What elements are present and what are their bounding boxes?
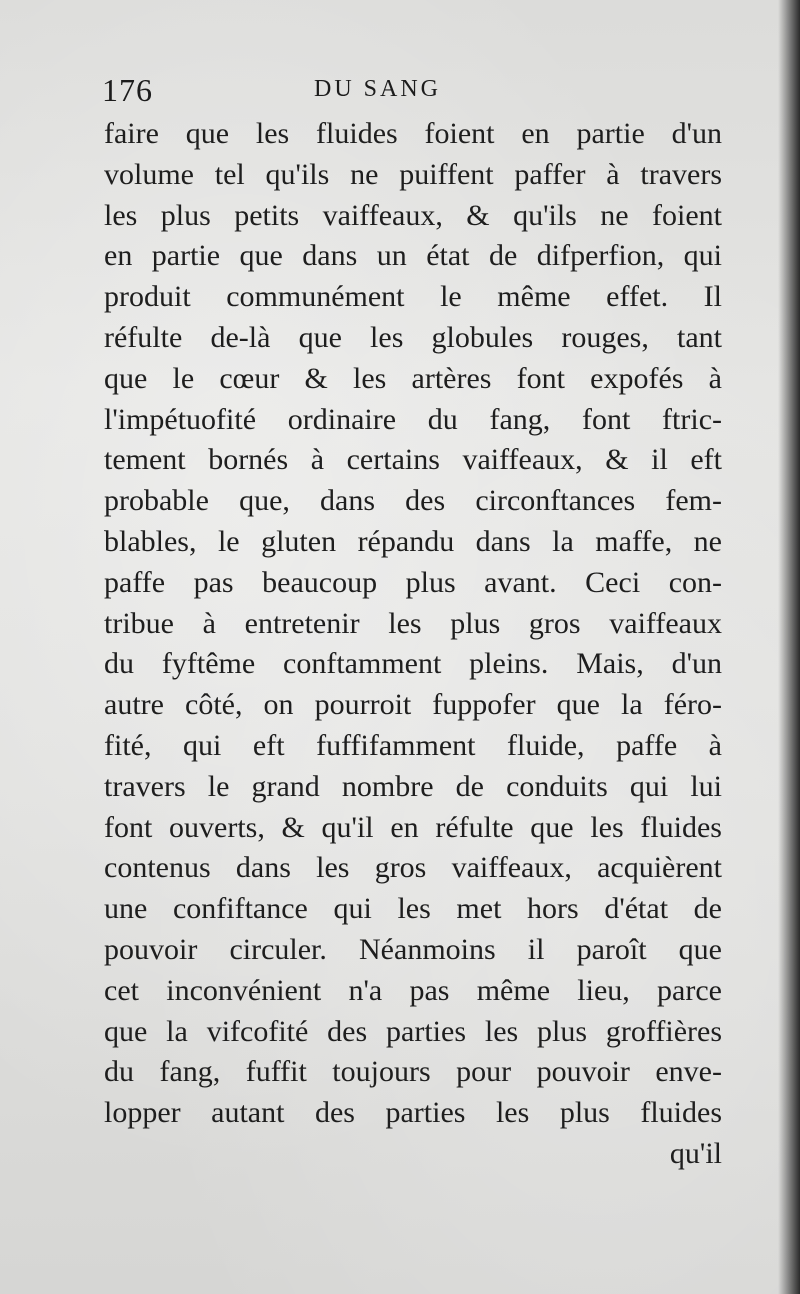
- text-line: tribue à entretenir les plus gros vaiffeaux: [104, 606, 722, 640]
- text-line: blables, le gluten répandu dans la maffe, ne: [104, 524, 722, 558]
- text-line: que le cœur & les artères font expofés à: [104, 361, 722, 395]
- page-edge-shadow: [778, 0, 800, 1294]
- text-line: cet inconvénient n'a pas même lieu, parce: [104, 973, 722, 1007]
- page-number: 176: [102, 72, 153, 108]
- text-line: que la vifcofité des parties les plus groffières: [104, 1014, 722, 1048]
- text-line: tement bornés à certains vaiffeaux, & il eft: [104, 443, 722, 477]
- text-line: l'impétuofité ordinaire du fang, font ftric-: [104, 402, 722, 436]
- text-line: produit communément le même effet. Il: [104, 280, 722, 314]
- text-line: volume tel qu'ils ne puiffent paffer à travers: [104, 157, 722, 191]
- text-line: du fyftême conftamment pleins. Mais, d'un: [104, 647, 722, 681]
- body-text: [104, 114, 722, 1175]
- text-line: faire que les fluides foient en partie d'un: [104, 117, 722, 150]
- text-line: réfulte de-là que les globules rouges, tant: [104, 320, 722, 354]
- text-line: du fang, fuffit toujours pour pouvoir enve-: [104, 1055, 722, 1089]
- page-header: [102, 72, 482, 112]
- running-title: DU SANG: [314, 76, 442, 102]
- text-line: lopper autant des parties les plus fluides: [104, 1096, 722, 1130]
- text-line: fité, qui eft fuffifamment fluide, paffe à: [104, 728, 722, 762]
- text-line: contenus dans les gros vaiffeaux, acquièrent: [104, 851, 722, 885]
- text-line: pouvoir circuler. Néanmoins il paroît que: [104, 932, 722, 966]
- text-line: une confiftance qui les met hors d'état de: [104, 892, 722, 926]
- text-line: probable que, dans des circonftances fem-: [104, 484, 722, 518]
- text-line: travers le grand nombre de conduits qui lui: [104, 769, 722, 803]
- text-line: en partie que dans un état de difperfion, qui: [104, 239, 722, 273]
- catchword: qu'il: [669, 1136, 722, 1170]
- text-line: autre côté, on pourroit fuppofer que la féro-: [104, 688, 722, 722]
- text-line: les plus petits vaiffeaux, & qu'ils ne foient: [104, 198, 722, 232]
- text-line: paffe pas beaucoup plus avant. Ceci con-: [104, 565, 722, 599]
- text-line: font ouverts, & qu'il en réfulte que les fluides: [104, 810, 722, 844]
